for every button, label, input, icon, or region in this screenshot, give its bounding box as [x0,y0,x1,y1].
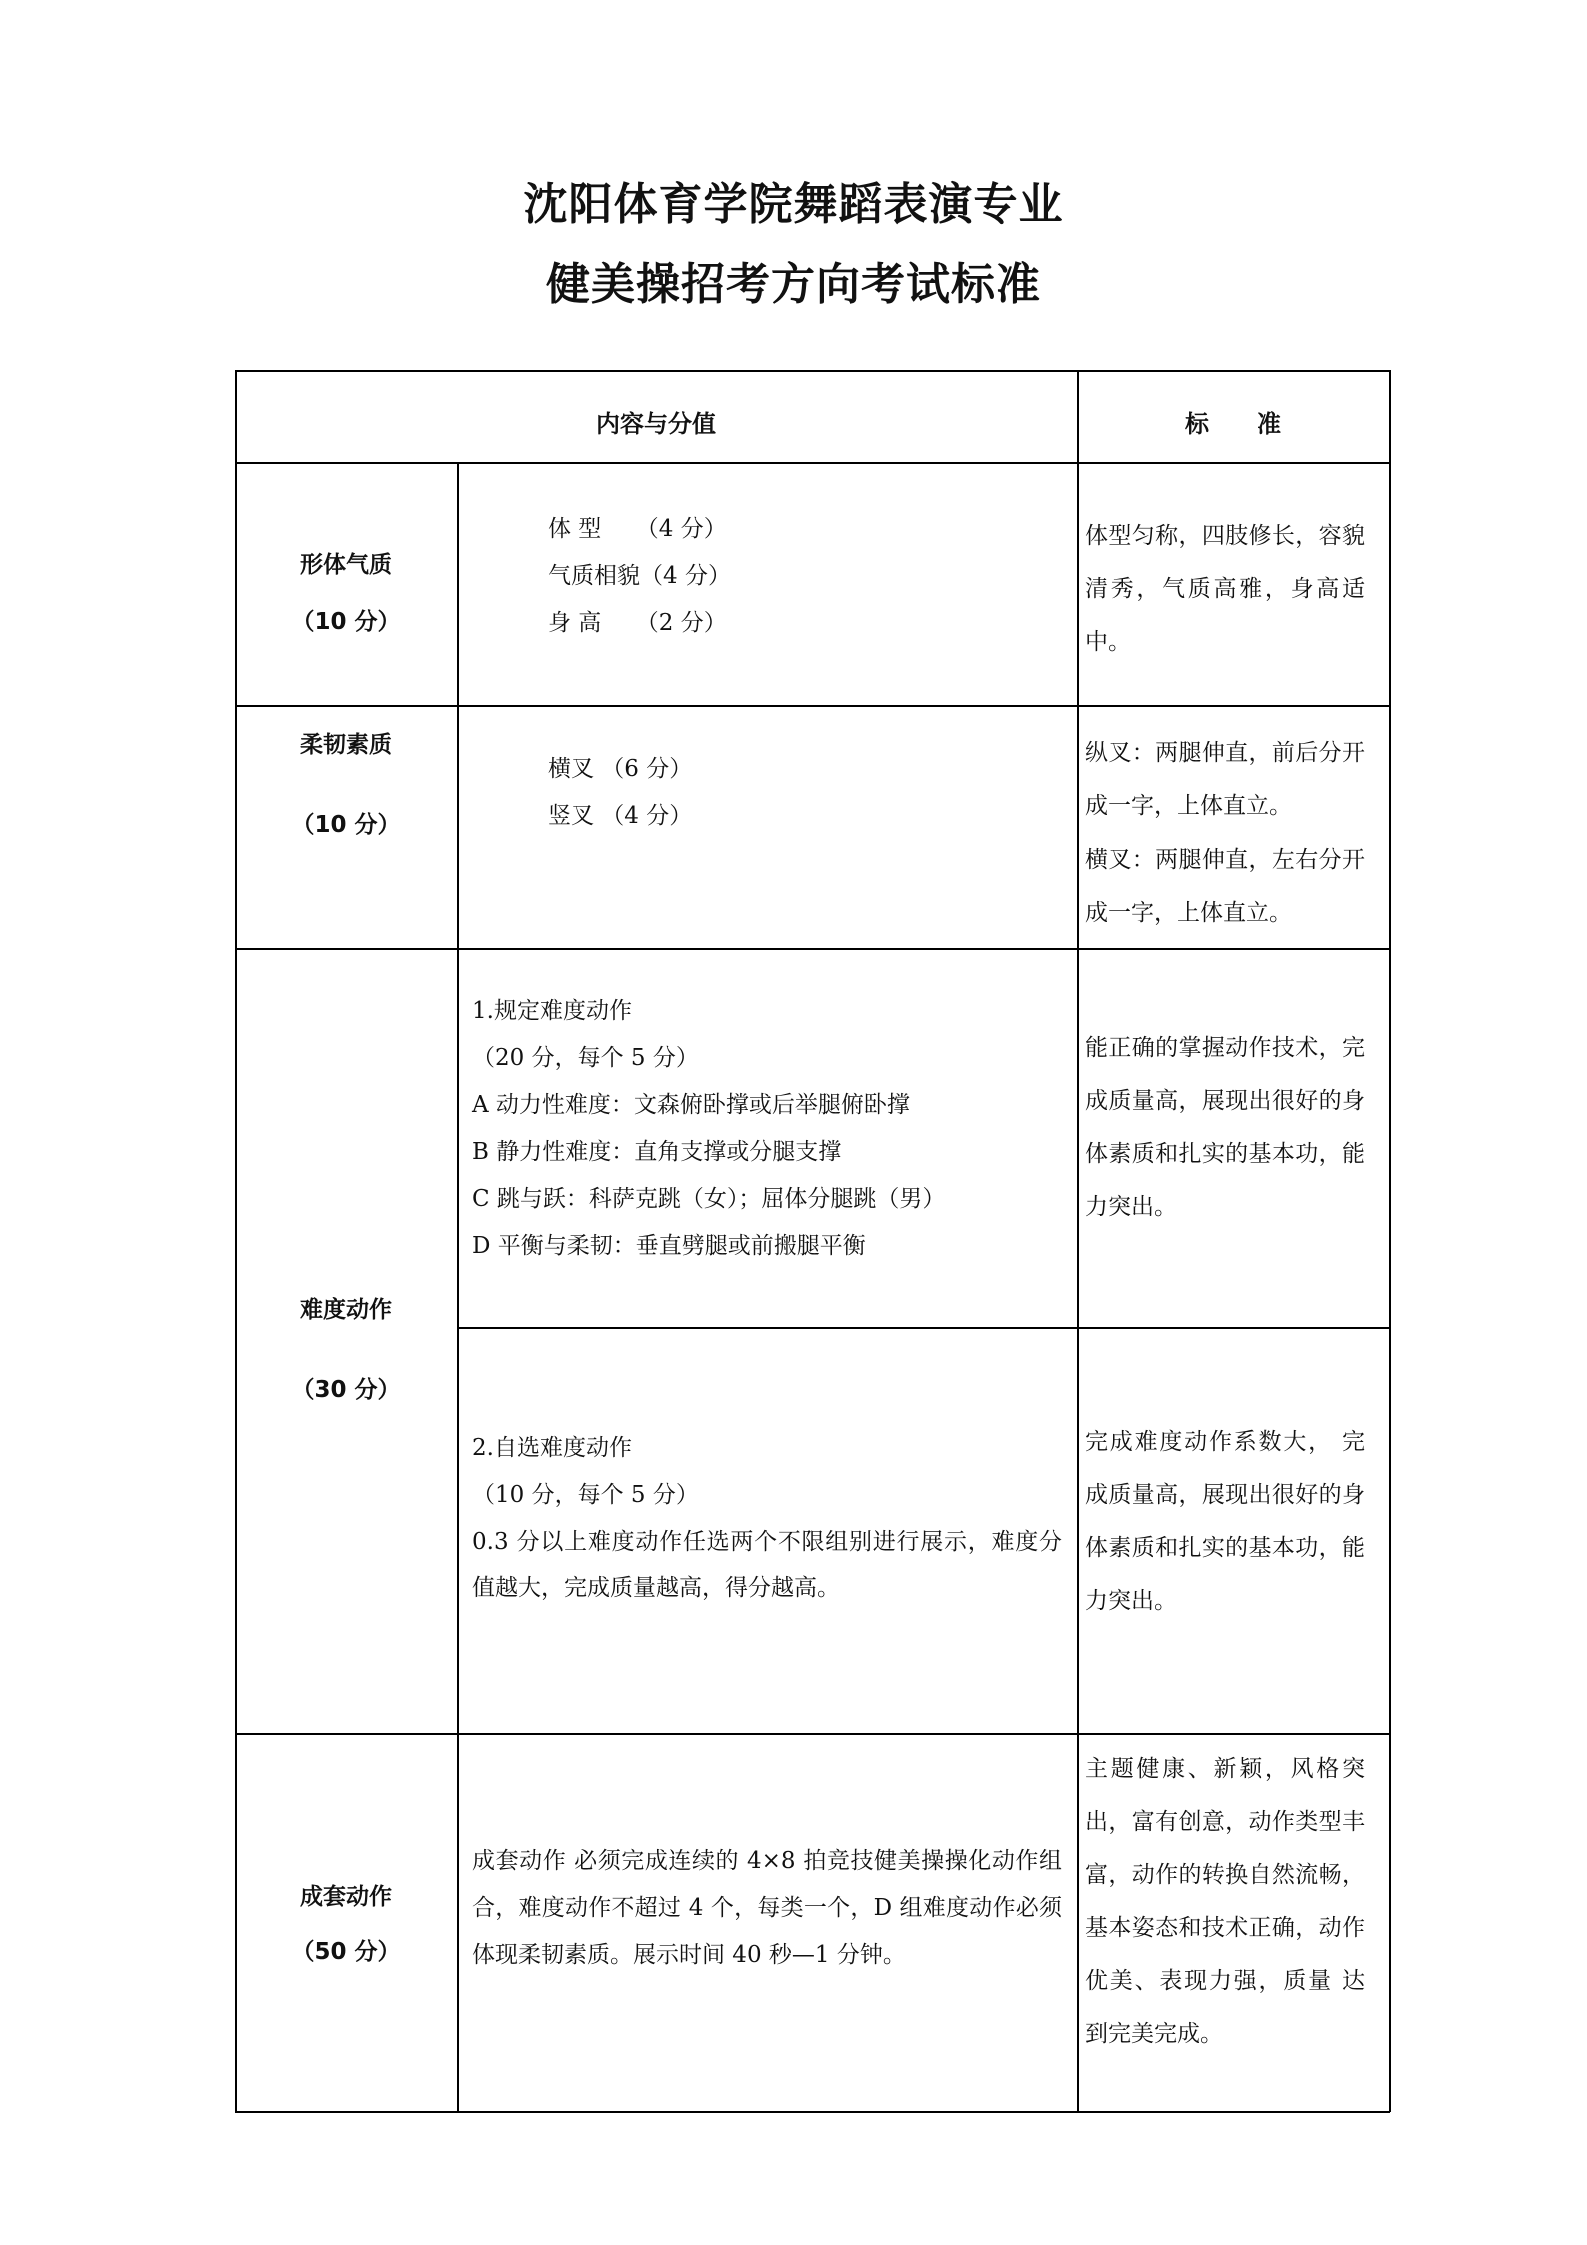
category-label: 柔韧素质 [300,732,392,758]
item-list [472,988,945,1270]
list-item: 1.规定难度动作 [472,998,632,1024]
category-points: （50 分） [291,1939,401,1965]
list-item: 竖叉 （4 分） [548,803,693,829]
category-points: （10 分） [291,812,401,838]
table-divider [235,462,1390,464]
header-content-score: 内容与分值 [596,410,716,438]
list-item: 0.3 分以上难度动作任选两个不限组别进行展示，难度分值越大，完成质量越高，得分越高。 [472,1529,1062,1601]
table-column-divider [457,462,459,2112]
table-divider [235,948,1390,950]
table-border-top [235,370,1390,372]
standard-text: 纵叉：两腿伸直，前后分开成一字，上体直立。 [1085,740,1365,819]
category-label: 形体气质 [300,552,392,578]
standard-text: 能正确的掌握动作技术，完成质量高，展现出很好的身体素质和扎实的基本功，能力突出。 [1085,1035,1365,1220]
table-divider [235,705,1390,707]
item-list [472,1425,699,1519]
list-item: 成套动作 必须完成连续的 4×8 拍竞技健美操操化动作组合，难度动作不超过 4 个，每类一个，D 组难度动作必须体现柔韧素质。展示时间 40 秒—1 分钟。 [472,1848,1062,1968]
standard-text: 主题健康、新颖，风格突出，富有创意，动作类型丰富，动作的转换自然流畅，基本姿态和技术正确，动作优美、表现力强，质量 达到完美完成。 [1085,1756,1365,2047]
document-title-line-2: 健美操招考方向考试标准 [546,259,1041,310]
list-item: D 平衡与柔韧：垂直劈腿或前搬腿平衡 [472,1233,866,1259]
standard-text: 横叉：两腿伸直，左右分开成一字，上体直立。 [1085,847,1365,926]
list-item: B 静力性难度：直角支撑或分腿支撑 [472,1139,842,1165]
list-item: 身 高 （2 分） [548,610,727,636]
category-points: （10 分） [291,609,401,635]
list-item: 体 型 （4 分） [548,516,727,542]
category-points: （30 分） [291,1377,401,1403]
table-border-right [1389,370,1391,2112]
list-item: C 跳与跃：科萨克跳（女）；屈体分腿跳（男） [472,1186,946,1212]
category-label: 难度动作 [300,1297,392,1323]
standard-text: 完成难度动作系数大， 完成质量高，展现出很好的身体素质和扎实的基本功，能力突出。 [1085,1429,1365,1614]
table-column-divider [1077,370,1079,2112]
item-list [548,506,731,647]
list-item: 2.自选难度动作 [472,1435,632,1461]
table-border-bottom [235,2111,1390,2113]
category-label: 成套动作 [300,1884,392,1910]
item-list [548,746,692,840]
list-item: 横叉 （6 分） [548,756,693,782]
list-item: （20 分，每个 5 分） [472,1045,699,1071]
list-item: A 动力性难度：文森俯卧撑或后举腿俯卧撑 [472,1092,910,1118]
header-standard: 标 准 [1185,410,1281,438]
table-divider [457,1327,1390,1329]
table-divider [235,1733,1390,1735]
document-title-line-1: 沈阳体育学院舞蹈表演专业 [523,179,1064,230]
list-item: 气质相貌（4 分） [548,563,731,589]
standard-text: 体型匀称，四肢修长，容貌清秀，气质高雅，身高适中。 [1085,523,1365,655]
list-item: （10 分，每个 5 分） [472,1482,699,1508]
